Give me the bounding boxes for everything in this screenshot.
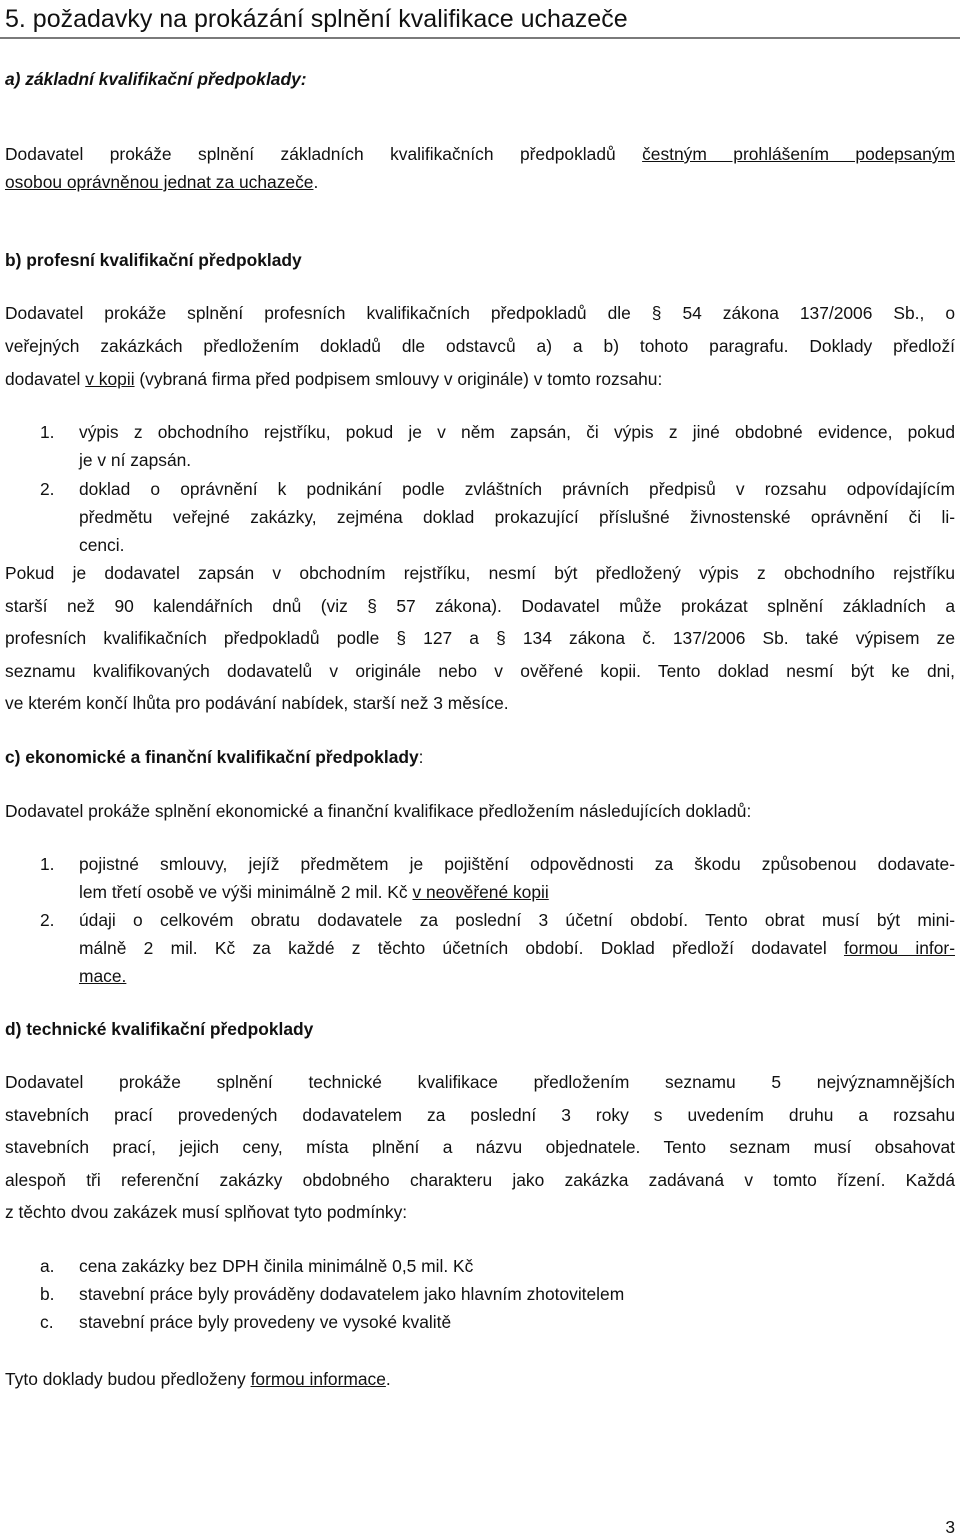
section-a-paragraph-line-2 [5, 169, 955, 195]
condition-text: cena zakázky bez DPH činila minimálně 0,5 mil. Kč [79, 1256, 474, 1276]
section-b-line-1: Dodavatel prokáže splnění profesních kvalifikačních předpokladů dle § 54 zákona 137/2006 Sb., o [5, 303, 955, 323]
condition-letter: a. [40, 1256, 55, 1276]
section-b-paragraph-2-line: profesních kvalifikačních předpokladů podle § 127 a § 134 zákona č. 137/2006 Sb. také výpisem ze [5, 628, 955, 648]
condition-text: stavební práce byly provedeny ve vysoké kvalitě [79, 1312, 452, 1332]
section-b-paragraph-2-line: Pokud je dodavatel zapsán v obchodním rejstříku, nesmí být předložený výpis z obchodního rejstříku [5, 563, 955, 583]
section-d-paragraph-line: stavebních prací provedených dodavatelem za poslední 3 roky s uvedením druhu a rozsahu [5, 1105, 955, 1125]
section-b-paragraph-2-line: seznamu kvalifikovaných dodavatelů v originále nebo v ověřené kopii. Tento doklad nesmí být ke dni, [5, 661, 955, 681]
section-b-title: b) profesní kvalifikační předpoklady [5, 250, 302, 270]
text-span: . [385, 1369, 391, 1389]
list-item-text: údaji o celkovém obratu dodavatele za poslední 3 účetní období. Tento obrat musí být mini- [79, 910, 955, 930]
condition-text: stavební práce byly prováděny dodavatelem jako hlavním zhotovitelem [79, 1284, 625, 1304]
list-item-text [79, 963, 955, 989]
authorized-person-link: osobou oprávněnou jednat za uchazeče [5, 172, 314, 192]
text-span: : [418, 747, 424, 767]
section-c-intro: Dodavatel prokáže splnění ekonomické a finanční kvalifikace předložením následujících dokladů: [5, 801, 752, 821]
list-item-text [79, 935, 955, 961]
text-span: . [313, 172, 319, 192]
copy-link: v kopii [85, 369, 135, 389]
list-item-text: je v ní zapsán. [79, 450, 192, 470]
list-item-text: doklad o oprávnění k podnikání podle zvláštních právních předpisů v rozsahu odpovídajícím [79, 479, 955, 499]
heading-underline [0, 37, 960, 39]
section-b-line-2: veřejných zakázkách předložením dokladů dle odstavců a) a b) tohoto paragrafu. Doklady předloží [5, 336, 955, 356]
condition-letter: c. [40, 1312, 54, 1332]
text-span: málně 2 mil. Kč za každé z těchto účetních období. Doklad předloží dodavatel [79, 938, 844, 958]
list-item-text: pojistné smlouvy, jejíž předmětem je pojištění odpovědnosti za škodu způsobenou dodavate- [79, 854, 955, 874]
section-c-title [5, 744, 955, 770]
section-b-paragraph-2-line: starší než 90 kalendářních dnů (viz § 57 zákona). Dodavatel může prokázat splnění základních a [5, 596, 955, 616]
list-item-number: 1. [40, 854, 55, 874]
list-item-number: 1. [40, 422, 55, 442]
text-span: Dodavatel prokáže splnění základních kvalifikačních předpokladů [5, 144, 643, 164]
page-heading: 5. požadavky na prokázání splnění kvalifikace uchazeče [5, 5, 628, 33]
sworn-statement-link: čestným prohlášením podepsaným [642, 144, 955, 164]
page-number: 3 [945, 1517, 955, 1537]
final-statement [5, 1366, 955, 1392]
information-form-link-final: formou informace [250, 1369, 386, 1389]
list-item-number: 2. [40, 910, 55, 930]
text-span: Tyto doklady budou předloženy [5, 1369, 251, 1389]
unverified-copy-link: v neověřené kopii [412, 882, 549, 902]
list-item-text: cenci. [79, 535, 125, 555]
section-d-paragraph-line: stavebních prací, jejich ceny, místa plnění a názvu objednatele. Tento seznam musí obsahovat [5, 1137, 955, 1157]
section-b-paragraph-2-line: ve kterém končí lhůta pro podávání nabídek, starší než 3 měsíce. [5, 693, 509, 713]
section-d-paragraph-line: z těchto dvou zakázek musí splňovat tyto podmínky: [5, 1202, 408, 1222]
section-d-paragraph-line: Dodavatel prokáže splnění technické kvalifikace předložením seznamu 5 nejvýznamnějších [5, 1072, 955, 1092]
text-span: (vybraná firma před podpisem smlouvy v originále) v tomto rozsahu: [134, 369, 663, 389]
list-item-number: 2. [40, 479, 55, 499]
section-a-paragraph-line-1 [5, 141, 955, 167]
text-span: dodavatel [5, 369, 86, 389]
list-item-text [79, 879, 955, 905]
information-form-link: formou infor- [843, 938, 955, 958]
information-form-link-cont: mace. [79, 966, 127, 986]
section-d-title: d) technické kvalifikační předpoklady [5, 1019, 314, 1039]
section-d-paragraph-line: alespoň tři referenční zakázky obdobného charakteru jako zakázka zadávaná v tomto řízení. Každá [5, 1170, 955, 1190]
text-span: lem třetí osobě ve výši minimálně 2 mil. Kč [79, 882, 413, 902]
list-item-text: předmětu veřejné zakázky, zejména doklad prokazující příslušné živnostenské oprávnění či li- [79, 507, 955, 527]
section-b-line-3 [5, 366, 955, 392]
section-c-title-text: c) ekonomické a finanční kvalifikační předpoklady [5, 747, 419, 767]
list-item-text: výpis z obchodního rejstříku, pokud je v něm zapsán, či výpis z jiné obdobné evidence, pokud [79, 422, 955, 442]
condition-letter: b. [40, 1284, 55, 1304]
section-a-title: a) základní kvalifikační předpoklady: [5, 69, 307, 89]
